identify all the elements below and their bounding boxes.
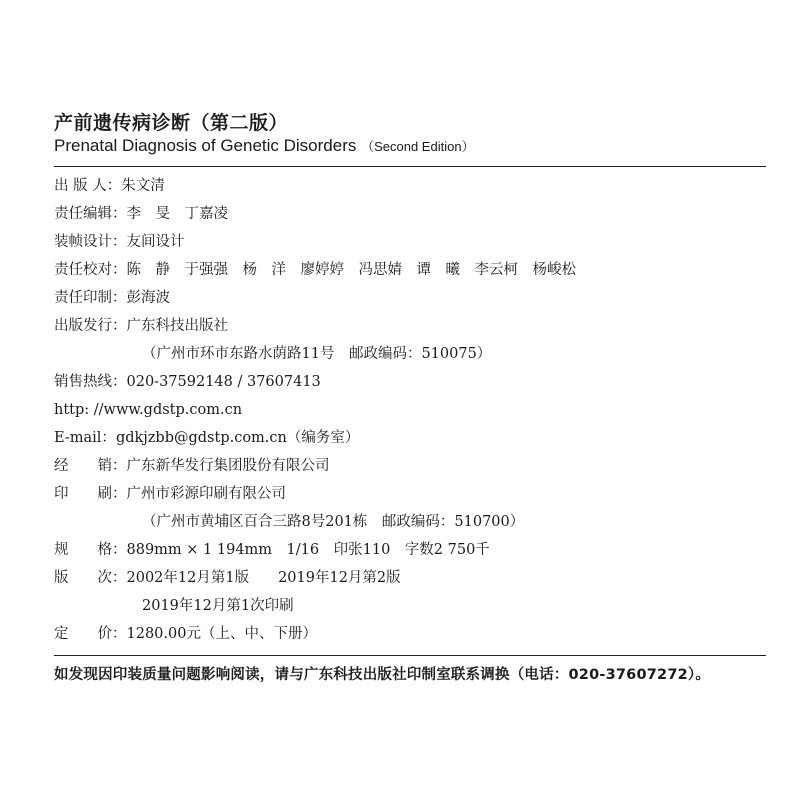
website-link[interactable]: http: //www.gdstp.com.cn bbox=[54, 402, 243, 418]
editors-row bbox=[54, 200, 766, 228]
printer-label: 印 刷： bbox=[54, 486, 127, 502]
printing-row bbox=[54, 592, 766, 620]
email-value[interactable]: gdkjzbb@gdstp.com.cn（编务室） bbox=[115, 430, 360, 446]
printing-value: 2019年12月第1次印刷 bbox=[142, 598, 294, 614]
editors-label: 责任编辑： bbox=[54, 206, 127, 222]
binding-design-label: 装帧设计： bbox=[54, 234, 127, 250]
binding-design-value: 友间设计 bbox=[126, 234, 185, 250]
specs-row bbox=[54, 536, 766, 564]
printing-editor-value: 彭海波 bbox=[126, 290, 170, 306]
distributor-value: 广东新华发行集团股份有限公司 bbox=[126, 458, 330, 474]
price-label: 定 价： bbox=[54, 626, 127, 642]
price-value: 1280.00元（上、中、下册） bbox=[126, 626, 317, 642]
printer-row bbox=[54, 480, 766, 508]
editors-value: 李 旻 丁嘉凌 bbox=[126, 206, 228, 222]
specs-label: 规 格： bbox=[54, 542, 127, 558]
publisher-address: （广州市环市东路水荫路11号 邮政编码：510075） bbox=[142, 346, 492, 362]
website-row bbox=[54, 396, 766, 424]
quality-notice: 如发现因印装质量问题影响阅读，请与广东科技出版社印制室联系调换（电话：020-37607272）。 bbox=[54, 667, 711, 683]
email-row bbox=[54, 424, 766, 452]
hotline-label: 销售热线： bbox=[54, 374, 127, 390]
distributor-row bbox=[54, 452, 766, 480]
edition-label: 版 次： bbox=[54, 570, 127, 586]
printer-address: （广州市黄埔区百合三路8号201栋 邮政编码：510700） bbox=[142, 514, 525, 530]
book-title-english-main: Prenatal Diagnosis of Genetic Disorders bbox=[54, 136, 357, 155]
printer-value: 广州市彩源印刷有限公司 bbox=[126, 486, 286, 502]
edition-value: 2002年12月第1版 2019年12月第2版 bbox=[126, 570, 401, 586]
specs-value: 889mm × 1 194mm 1/16 印张110 字数2 750千 bbox=[126, 542, 490, 558]
publisher-person-value: 朱文清 bbox=[121, 178, 165, 194]
hotline-value: 020-37592148 / 37607413 bbox=[126, 374, 321, 390]
proofreaders-row bbox=[54, 256, 766, 284]
publisher-person-label: 出 版 人： bbox=[54, 178, 122, 194]
publisher-label: 出版发行： bbox=[54, 318, 127, 334]
printer-address-row bbox=[54, 508, 766, 536]
proofreaders-value: 陈 静 于强强 杨 洋 廖婷婷 冯思婧 谭 曦 李云柯 杨峻松 bbox=[126, 262, 576, 278]
binding-design-row bbox=[54, 228, 766, 256]
bottom-divider bbox=[54, 655, 766, 656]
book-edition-english: （Second Edition） bbox=[361, 139, 475, 154]
proofreaders-label: 责任校对： bbox=[54, 262, 127, 278]
publisher-address-row bbox=[54, 340, 766, 368]
book-title-english bbox=[54, 136, 475, 156]
edition-row bbox=[54, 564, 766, 592]
imprint-list bbox=[54, 172, 766, 648]
printing-editor-label: 责任印制： bbox=[54, 290, 127, 306]
email-label: E-mail： bbox=[54, 430, 116, 446]
printing-editor-row bbox=[54, 284, 766, 312]
publisher-value: 广东科技出版社 bbox=[126, 318, 228, 334]
book-title-chinese: 产前遗传病诊断（第二版） bbox=[54, 112, 289, 134]
top-divider bbox=[54, 166, 766, 167]
price-row bbox=[54, 620, 766, 648]
distributor-label: 经 销： bbox=[54, 458, 127, 474]
hotline-row bbox=[54, 368, 766, 396]
publisher-person-row bbox=[54, 172, 766, 200]
publisher-row bbox=[54, 312, 766, 340]
